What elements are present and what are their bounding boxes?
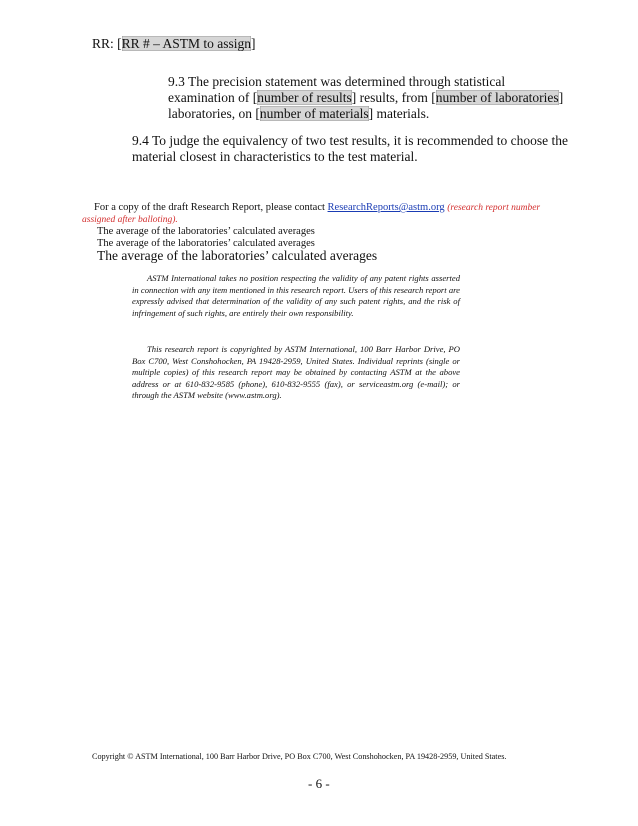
contact-paragraph-continued: assigned after balloting). [82,215,178,225]
section-9-4-line2: material closest in characteristics to the test material. [132,149,418,164]
header-prefix: RR: [92,36,118,51]
number-of-materials-field[interactable]: number of materials [259,106,369,121]
section-9-3-line1: 9.3 The precision statement was determined through statistical [168,74,506,89]
rr-number-field[interactable]: RR # – ASTM to assign [121,36,252,51]
contact-paragraph: For a copy of the draft Research Report, please contact ResearchReports@astm.org (research report number [94,202,541,213]
average-line-3: The average of the laboratories’ calculated averages [97,248,378,263]
number-of-laboratories-field[interactable]: number of laboratories [435,90,559,105]
section-9-4-line1: 9.4 To judge the equivalency of two test results, it is recommended to choose the [132,133,568,148]
report-header: RR: [RR # – ASTM to assign] [92,36,256,51]
copyright-footer: Copyright © ASTM International, 100 Barr Harbor Drive, PO Box C700, West Conshohocken, PA 19428-2959, United States. [92,752,507,761]
number-of-results-field[interactable]: number of results [257,90,352,105]
section-9-3-line2: examination of [number of results] results, from [number of laboratories] [168,90,564,105]
patent-disclaimer: ASTM International takes no position respecting the validity of any patent rights asserted in connection with any item mentioned in this research report. Users of this research report are expressly advised that determination of the validity of any such patent rights, and the risk of infringement of such rights, are entirely their own responsibility. [132,273,460,318]
copyright-disclaimer: This research report is copyrighted by ASTM International, 100 Barr Harbor Drive, PO Box C700, West Conshohocken, PA 19428-2959, United States. Individual reprints (single or multiple copies) of this research report may be obtained by contacting ASTM at the above address or at 610-832-9585 (phone), 610-832-9555 (fax), or serviceastm.org (e-mail); or through the ASTM website (www.astm.org). [132,344,460,400]
email-link[interactable]: ResearchReports@astm.org [327,202,445,213]
average-line-2: The average of the laboratories’ calculated averages [97,238,315,249]
report-number-note: (research report number [447,203,541,213]
section-9-3-line3: laboratories, on [number of materials] materials. [168,106,430,121]
average-line-1: The average of the laboratories’ calculated averages [97,226,315,237]
page-number: - 6 - [308,776,330,791]
